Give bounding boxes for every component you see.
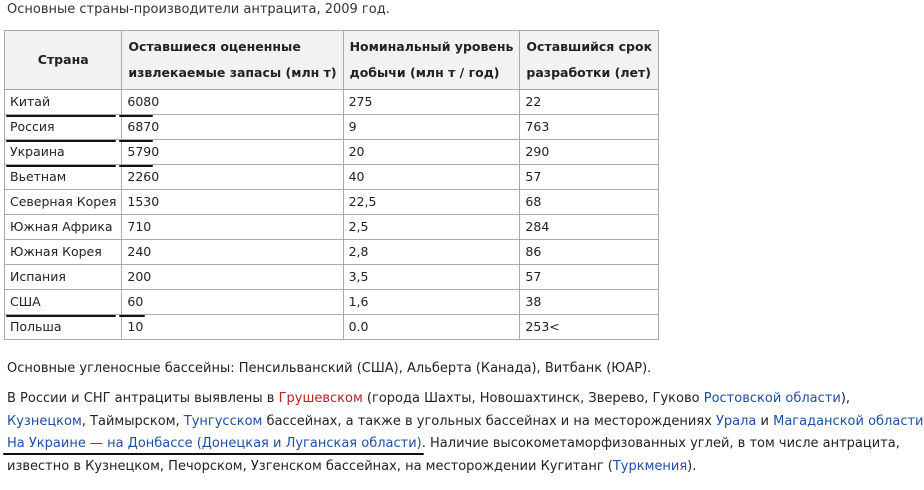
cell-reserves: 710 [122, 215, 343, 240]
cell-country: Испания [5, 265, 122, 290]
cell-country: Северная Корея [5, 190, 122, 215]
header-production-line2: добычи (млн т / год) [349, 65, 500, 80]
text-span: . Наличие высокометаморфизованных углей, в том числе антрацита, [421, 436, 900, 451]
header-reserves-line2: извлекаемые запасы (млн т) [128, 65, 337, 80]
cell-production: 40 [343, 165, 520, 190]
cell-production: 9 [343, 115, 520, 140]
link-tunguska[interactable]: Тунгусском [183, 413, 263, 429]
text-span: ), [840, 391, 851, 406]
cell-lifetime: 290 [520, 140, 659, 165]
hand-underline [6, 165, 116, 167]
text-span: известно в Кузнецком, Печорском, Узгенском бассейнах, на месторождении Кугитанг ( [7, 458, 613, 474]
cell-reserves: 10 [122, 315, 343, 340]
table-row-south-korea [5, 240, 659, 265]
cell-lifetime: 253< [520, 315, 659, 340]
table-caption: Основные страны-производители антрацита, 2009 год. [7, 2, 390, 17]
country-name: Россия [10, 119, 55, 134]
reserves-value: 5790 [127, 144, 160, 159]
cell-reserves: 200 [122, 265, 343, 290]
text-span: и [756, 413, 774, 429]
cell-production: 22,5 [343, 190, 520, 215]
text-span: , Таймырском, [81, 413, 184, 429]
link-rostov-oblast[interactable]: Ростовской области [703, 391, 841, 406]
cell-country: Южная Африка [5, 215, 122, 240]
header-lifetime-line1: Оставшийся срок [526, 39, 653, 54]
cell-country: Вьетнам [5, 165, 122, 190]
header-country [5, 31, 122, 90]
header-production-line1: Номинальный уровень [349, 39, 514, 54]
paragraph-line-3 [7, 433, 924, 456]
link-magadan-oblast[interactable]: Магаданской области [773, 413, 924, 429]
cis-anthracite-paragraph [7, 388, 924, 478]
header-reserves-line1: Оставшиеся оцененные [128, 39, 301, 54]
cell-country: Южная Корея [5, 240, 122, 265]
cell-production: 2,5 [343, 215, 520, 240]
coal-basins-text: Основные угленосные бассейны: Пенсильванский (США), Альберта (Канада), Витбанк (ЮАР). [7, 361, 652, 376]
paragraph-line-4 [7, 456, 924, 479]
hand-underline [119, 315, 145, 317]
cell-production: 2,8 [343, 240, 520, 265]
cell-production: 20 [343, 140, 520, 165]
header-lifetime-line2: разработки (лет) [526, 65, 651, 80]
country-name: США [10, 294, 41, 309]
header-lifetime [520, 31, 659, 90]
header-production [343, 31, 520, 90]
cell-reserves [122, 140, 343, 165]
cell-lifetime: 763 [520, 115, 659, 140]
cell-lifetime: 68 [520, 190, 659, 215]
table-row-vietnam [5, 165, 659, 190]
link-grushevsky[interactable]: Грушевском [278, 391, 363, 406]
cell-lifetime: 22 [520, 90, 659, 115]
cell-reserves [122, 115, 343, 140]
header-reserves [122, 31, 343, 90]
anthracite-producers-table [4, 30, 659, 340]
text-span: ). [687, 458, 697, 474]
table-row-south-africa [5, 215, 659, 240]
cell-lifetime: 57 [520, 265, 659, 290]
cell-lifetime: 38 [520, 290, 659, 315]
cell-country: Польша [5, 315, 122, 340]
cell-production: 3,5 [343, 265, 520, 290]
hand-underline [119, 165, 153, 167]
table-header-row [5, 31, 659, 90]
country-name: Украина [10, 144, 65, 159]
cell-lifetime: 284 [520, 215, 659, 240]
cell-country [5, 140, 122, 165]
cell-country [5, 290, 122, 315]
cell-production: 1,6 [343, 290, 520, 315]
text-span: бассейнах, а также в угольных бассейнах и на месторождениях [262, 413, 716, 429]
link-ural[interactable]: Урала [715, 413, 757, 429]
cell-production: 0.0 [343, 315, 520, 340]
text-span: (города Шахты, Новошахтинск, Зверево, Гуково [362, 391, 704, 406]
text-span: В России и СНГ антрациты выявлены в [7, 391, 279, 406]
table-row-china [5, 90, 659, 115]
table-row-poland [5, 315, 659, 340]
paragraph-line-1 [7, 388, 924, 411]
cell-lifetime: 57 [520, 165, 659, 190]
table-row-north-korea [5, 190, 659, 215]
cell-lifetime: 86 [520, 240, 659, 265]
header-country-label: Страна [37, 52, 89, 67]
cell-country [5, 90, 122, 115]
link-kuznetsk[interactable]: Кузнецком [7, 413, 82, 429]
table-row-ukraine [5, 140, 659, 165]
reserves-value: 6870 [127, 119, 160, 134]
link-turkmenia[interactable]: Туркмения [612, 458, 688, 474]
cell-reserves [122, 90, 343, 115]
table-row-spain [5, 265, 659, 290]
ukraine-donbass-underlined [7, 433, 422, 456]
paragraph-line-2 [7, 411, 924, 434]
country-name: Китай [10, 94, 51, 109]
reserves-value: 6080 [127, 94, 160, 109]
table-row-russia [5, 115, 659, 140]
cell-reserves: 240 [122, 240, 343, 265]
cell-reserves: 1530 [122, 190, 343, 215]
table-row-usa [5, 290, 659, 315]
cell-country [5, 115, 122, 140]
cell-production: 275 [343, 90, 520, 115]
hand-underline [6, 315, 116, 317]
reserves-value: 60 [127, 294, 144, 309]
cell-reserves [122, 290, 343, 315]
hand-underline [3, 453, 424, 455]
link-ukraine-donbass[interactable]: На Украине — на Донбассе (Донецкая и Луганская области) [7, 436, 422, 451]
cell-reserves: 2260 [122, 165, 343, 190]
